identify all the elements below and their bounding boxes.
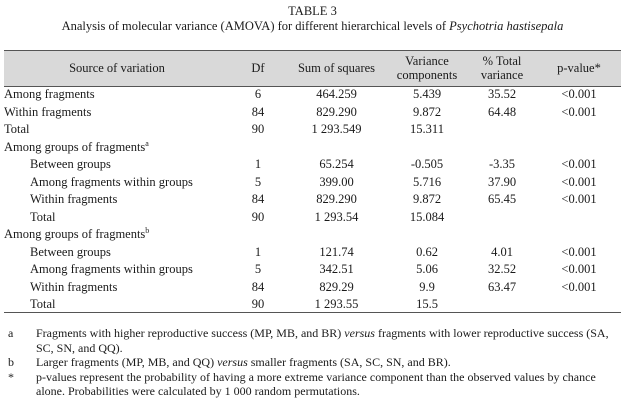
footnote-text: p-values represent the probability of having a more extreme variance component than the observed values by chance alone. Probabilities were calculated by 1 000 random permutations. <box>36 369 596 398</box>
footnote-star <box>8 370 620 399</box>
header-vc-line1: Variance <box>405 54 449 68</box>
footnote-text-part: Fragments with higher reproductive success (MP, MB, and BR) <box>36 326 345 340</box>
cell-vc: 5.716 <box>412 174 442 189</box>
cell-vc: 9.872 <box>412 192 442 206</box>
footnote-mark: b <box>8 355 14 369</box>
cell-ss: 1 293.54 <box>314 209 359 224</box>
cell-df: 5 <box>254 174 262 189</box>
table-row <box>4 279 621 297</box>
header-variance-components <box>387 50 467 86</box>
cell-ss: 464.259 <box>316 87 357 101</box>
cell-p: <0.001 <box>561 192 597 206</box>
cell-vc: 15.5 <box>416 297 438 311</box>
row-label: Within fragments <box>30 192 118 206</box>
header-source: Source of variation <box>69 61 165 75</box>
cell-ss: 399.00 <box>319 174 354 189</box>
group-label <box>4 139 621 157</box>
cell-vc: -0.505 <box>410 157 444 171</box>
cell-df: 90 <box>251 297 265 311</box>
table-row <box>4 156 621 174</box>
footnote-italic: versus <box>344 326 375 340</box>
cell-vc: 5.06 <box>416 262 438 276</box>
cell-pct: 4.01 <box>491 244 513 259</box>
table-row <box>4 244 621 262</box>
cell-p <box>537 296 621 314</box>
cell-pct: 32.52 <box>487 262 517 276</box>
table-header-row <box>4 50 621 86</box>
footnote-text-part: smaller fragments (SA, SC, SN, and BR). <box>247 355 451 369</box>
cell-vc: 0.62 <box>416 244 438 259</box>
footnote-mark: * <box>8 369 14 384</box>
cell-vc: 9.9 <box>419 279 435 294</box>
cell-vc: 15.084 <box>409 209 445 224</box>
row-label: Within fragments <box>30 279 118 294</box>
cell-ss: 121.74 <box>319 244 354 259</box>
cell-pct: 35.52 <box>487 87 517 101</box>
cell-df: 1 <box>254 244 262 259</box>
cell-p <box>537 121 621 139</box>
cell-pct: 65.45 <box>487 192 517 206</box>
cell-p: <0.001 <box>561 104 597 119</box>
header-vc-line2: components <box>396 68 458 82</box>
footnote-ref: a <box>145 138 149 148</box>
footnote-text-part: fragments with lower reproductive success (SA, SC, SN, and QQ). <box>36 326 609 355</box>
group-header-row <box>4 226 621 244</box>
footnote-a <box>8 326 620 355</box>
cell-pct: 64.48 <box>487 104 517 119</box>
header-sum-of-squares: Sum of squares <box>297 61 376 75</box>
row-label: Between groups <box>30 244 111 259</box>
group-header-row <box>4 139 621 157</box>
row-label: Among fragments within groups <box>30 174 193 189</box>
cell-df: 90 <box>251 209 265 224</box>
group-label <box>4 226 621 244</box>
cell-ss: 829.290 <box>316 192 357 206</box>
table-row <box>4 296 621 314</box>
footnote-text <box>36 326 620 355</box>
header-df: Df <box>251 61 265 75</box>
cell-p: <0.001 <box>561 157 597 171</box>
cell-vc: 9.872 <box>412 104 442 119</box>
group-label-text: Among groups of fragments <box>4 139 146 154</box>
header-pct-line2: variance <box>480 68 524 82</box>
header-pct-line1: % Total <box>482 54 522 68</box>
footnotes <box>8 326 620 399</box>
cell-p: <0.001 <box>561 262 597 276</box>
footnote-text-part: Larger fragments (MP, MB, and QQ) <box>36 355 218 369</box>
footnote-b <box>8 355 620 370</box>
cell-p: <0.001 <box>561 244 597 259</box>
table-label: TABLE 3 <box>288 4 337 18</box>
row-label: Total <box>30 297 56 311</box>
footnote-text <box>36 355 451 370</box>
cell-ss: 65.254 <box>319 157 354 171</box>
cell-ss: 342.51 <box>319 262 354 276</box>
cell-ss: 1 293.549 <box>311 122 362 136</box>
cell-pct: 63.47 <box>487 279 517 294</box>
cell-ss: 1 293.55 <box>314 297 359 311</box>
cell-df: 84 <box>251 104 265 119</box>
cell-df: 1 <box>254 157 262 171</box>
row-label: Total <box>30 209 56 224</box>
group-label-text: Among groups of fragments <box>4 227 146 241</box>
cell-pct <box>467 121 537 139</box>
cell-pct <box>467 296 537 314</box>
cell-p <box>537 209 621 227</box>
table-row <box>4 191 621 209</box>
cell-p: <0.001 <box>561 87 597 101</box>
cell-df: 84 <box>251 192 265 206</box>
footnote-italic: versus <box>217 355 248 369</box>
table-row <box>4 104 621 122</box>
header-p-value: p-value* <box>557 61 601 75</box>
row-label: Among fragments within groups <box>30 262 193 276</box>
table-title-text: Analysis of molecular variance (AMOVA) for different hierarchical levels of <box>61 19 450 33</box>
cell-vc: 5.439 <box>412 87 442 101</box>
footnote-mark: a <box>8 326 14 340</box>
row-label: Between groups <box>30 157 111 171</box>
cell-ss: 829.29 <box>319 279 354 294</box>
cell-df: 90 <box>251 122 265 136</box>
row-label: Within fragments <box>4 104 92 119</box>
cell-ss: 829.290 <box>316 104 357 119</box>
amova-table <box>4 50 621 314</box>
table-title <box>0 19 625 34</box>
footnote-ref: b <box>145 225 150 235</box>
cell-pct: 37.90 <box>487 174 517 189</box>
cell-p: <0.001 <box>561 279 597 294</box>
table-row <box>4 86 621 104</box>
cell-df: 6 <box>254 87 262 101</box>
cell-pct <box>467 209 537 227</box>
cell-pct: -3.35 <box>488 157 516 171</box>
cell-vc: 15.311 <box>410 122 444 136</box>
table-row <box>4 209 621 227</box>
cell-p: <0.001 <box>561 174 597 189</box>
cell-df: 5 <box>254 262 262 276</box>
row-label: Total <box>4 122 30 136</box>
species-name: Psychotria hastisepala <box>449 19 564 33</box>
header-total-variance <box>467 50 537 86</box>
table-row <box>4 174 621 192</box>
row-label: Among fragments <box>4 87 95 101</box>
cell-df: 84 <box>251 279 265 294</box>
table-row <box>4 121 621 139</box>
table-row <box>4 261 621 279</box>
